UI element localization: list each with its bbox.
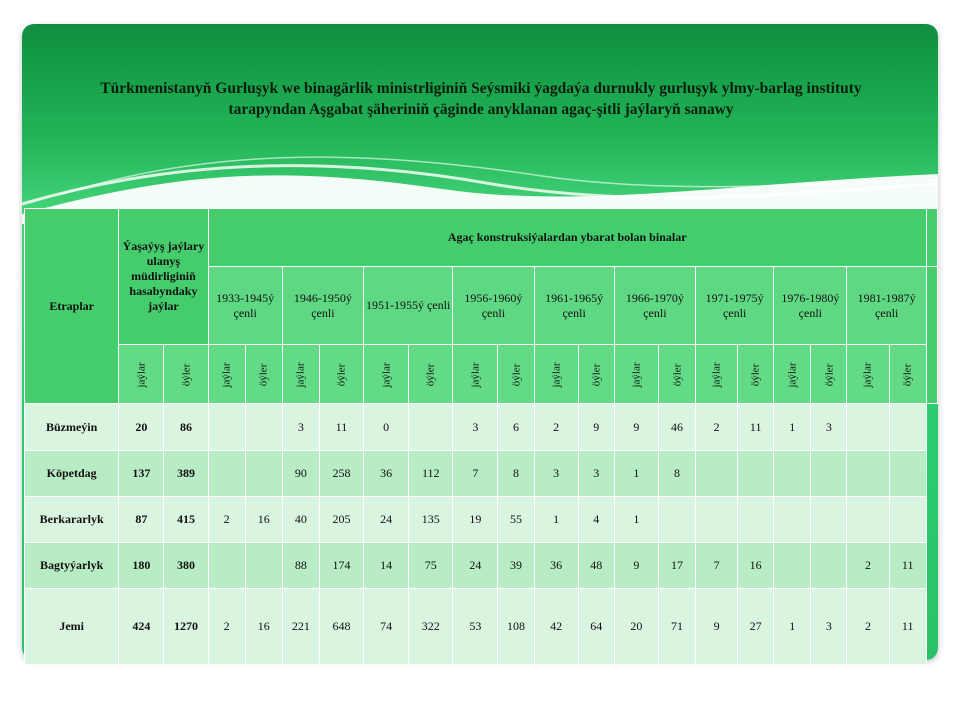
table-cell: 11	[889, 543, 926, 589]
table-cell	[738, 497, 774, 543]
table-cell: 24	[364, 497, 409, 543]
table-cell: 2	[696, 404, 738, 451]
table-cell: 8	[498, 451, 534, 497]
table-cell: 221	[282, 589, 319, 665]
table-cell: 2	[847, 543, 889, 589]
table-cell: 3	[811, 404, 847, 451]
table-cell	[658, 497, 695, 543]
table-cell: 389	[164, 451, 208, 497]
table-cell: 90	[282, 451, 319, 497]
table-cell: 380	[164, 543, 208, 589]
table-row	[25, 451, 938, 497]
table-cell: 17	[658, 543, 695, 589]
table-cell: 258	[319, 451, 363, 497]
table-cell: 86	[164, 404, 208, 451]
table-cell: 48	[578, 543, 614, 589]
table-row	[25, 404, 938, 451]
table-cell: 174	[319, 543, 363, 589]
table-cell	[245, 543, 282, 589]
header-etraplar: Etraplar	[25, 209, 119, 404]
table-cell	[889, 451, 926, 497]
table-cell	[889, 497, 926, 543]
table-row	[25, 543, 938, 589]
subheader-oyler: öýler	[498, 345, 534, 404]
table-cell: 36	[534, 543, 578, 589]
header-agac: Agaç konstruksiýalardan ybarat bolan binalar	[208, 209, 926, 267]
subheader-jaylar: jaýlar	[208, 345, 245, 404]
table-cell	[409, 404, 453, 451]
subheader-oyler: öýler	[811, 345, 847, 404]
table-cell: 64	[578, 589, 614, 665]
table-cell: 16	[245, 589, 282, 665]
table-cell	[774, 451, 811, 497]
table-cell: 9	[614, 543, 658, 589]
subheader-jaylar: jaýlar	[534, 345, 578, 404]
table-cell: 2	[534, 404, 578, 451]
table-cell: 1	[614, 451, 658, 497]
subheader-jaylar: jaýlar	[453, 345, 498, 404]
table-cell: 8	[658, 451, 695, 497]
row-label: Köpetdag	[25, 451, 119, 497]
page-title: Türkmenistanyň Gurluşyk we binagärlik ministrliginiň Seýsmiki ýagdaýa durnukly gurluşyk ylmy-barlag instituty tarapyndan Aşgabat şäheriniň çäginde anyklanan agaç-şitli jaýlaryň sanawy	[100, 80, 862, 118]
subheader-jaylar: jaýlar	[119, 345, 164, 404]
table-cell	[847, 451, 889, 497]
subheader-oyler: öýler	[245, 345, 282, 404]
table-cell: 424	[119, 589, 164, 665]
subheader-oyler: öýler	[578, 345, 614, 404]
table-cell: 322	[409, 589, 453, 665]
table-cell: 20	[614, 589, 658, 665]
table-cell: 19	[453, 497, 498, 543]
table-cell: 2	[208, 497, 245, 543]
table-cell: 20	[119, 404, 164, 451]
table-cell: 40	[282, 497, 319, 543]
subheader-jaylar: jaýlar	[364, 345, 409, 404]
table-cell: 87	[119, 497, 164, 543]
table-cell: 2	[208, 589, 245, 665]
table-cell: 180	[119, 543, 164, 589]
table-cell: 42	[534, 589, 578, 665]
table-cell	[811, 497, 847, 543]
table-cell: 16	[738, 543, 774, 589]
subheader-oyler: öýler	[738, 345, 774, 404]
table-cell	[847, 404, 889, 451]
table-cell	[811, 451, 847, 497]
subheader-oyler: öýler	[889, 345, 926, 404]
table-cell: 3	[578, 451, 614, 497]
row-label: Büzmeýin	[25, 404, 119, 451]
table-cell	[208, 404, 245, 451]
table-cell: 39	[498, 543, 534, 589]
table-cell: 4	[578, 497, 614, 543]
table-cell: 46	[658, 404, 695, 451]
table-cell	[774, 543, 811, 589]
table-cell: 71	[658, 589, 695, 665]
subheader-jaylar: jaýlar	[696, 345, 738, 404]
table-cell: 88	[282, 543, 319, 589]
table-cell: 27	[738, 589, 774, 665]
table-cell: 648	[319, 589, 363, 665]
table-cell: 53	[453, 589, 498, 665]
table-cell: 11	[738, 404, 774, 451]
table-edge	[926, 267, 937, 404]
table-cell: 1	[614, 497, 658, 543]
table-cell: 3	[534, 451, 578, 497]
table-cell: 2	[847, 589, 889, 665]
table-cell: 205	[319, 497, 363, 543]
subheader-oyler: öýler	[658, 345, 695, 404]
row-label: Jemi	[25, 589, 119, 665]
header-edge	[926, 209, 937, 267]
period-header: 1966-1970ý çenli	[614, 267, 695, 345]
subheader-oyler: öýler	[164, 345, 208, 404]
table-cell	[811, 543, 847, 589]
subheader-jaylar: jaýlar	[282, 345, 319, 404]
table-cell	[696, 497, 738, 543]
row-label: Bagtyýarlyk	[25, 543, 119, 589]
table-cell: 137	[119, 451, 164, 497]
table-cell: 9	[696, 589, 738, 665]
table-cell: 75	[409, 543, 453, 589]
table-cell: 3	[453, 404, 498, 451]
table-cell	[208, 543, 245, 589]
table-cell: 3	[282, 404, 319, 451]
table-cell: 0	[364, 404, 409, 451]
subheader-jaylar: jaýlar	[847, 345, 889, 404]
table-cell: 6	[498, 404, 534, 451]
table-cell: 1	[774, 404, 811, 451]
table-cell: 1	[534, 497, 578, 543]
period-header: 1976-1980ý çenli	[774, 267, 847, 345]
subheader-jaylar: jaýlar	[614, 345, 658, 404]
table-cell	[738, 451, 774, 497]
table-row	[25, 589, 938, 665]
table-cell: 7	[453, 451, 498, 497]
table-cell: 112	[409, 451, 453, 497]
subheader-jaylar: jaýlar	[774, 345, 811, 404]
table-row	[25, 497, 938, 543]
table-cell	[847, 497, 889, 543]
table-cell: 74	[364, 589, 409, 665]
table-cell: 1270	[164, 589, 208, 665]
table-cell: 415	[164, 497, 208, 543]
subheader-oyler: öýler	[319, 345, 363, 404]
table-cell: 9	[578, 404, 614, 451]
period-header: 1956-1960ý çenli	[453, 267, 534, 345]
period-header: 1951-1955ý çenli	[364, 267, 453, 345]
period-header: 1961-1965ý çenli	[534, 267, 614, 345]
table-cell: 135	[409, 497, 453, 543]
table-cell: 16	[245, 497, 282, 543]
table-cell: 9	[614, 404, 658, 451]
table-cell: 11	[319, 404, 363, 451]
row-label: Berkararlyk	[25, 497, 119, 543]
period-header: 1946-1950ý çenli	[282, 267, 363, 345]
wave-decoration	[22, 24, 938, 224]
header-yasayys: Ýaşaýyş jaýlary ulanyş müdirliginiň hasabyndaky jaýlar	[119, 209, 208, 345]
period-header: 1933-1945ý çenli	[208, 267, 282, 345]
table-cell: 3	[811, 589, 847, 665]
table-cell: 11	[889, 589, 926, 665]
table-cell	[208, 451, 245, 497]
table-cell	[245, 451, 282, 497]
table-cell: 55	[498, 497, 534, 543]
table-cell	[889, 404, 926, 451]
period-header: 1971-1975ý çenli	[696, 267, 774, 345]
subheader-oyler: öýler	[409, 345, 453, 404]
table-cell: 108	[498, 589, 534, 665]
table-cell: 24	[453, 543, 498, 589]
table-cell	[245, 404, 282, 451]
table-cell	[696, 451, 738, 497]
period-header: 1981-1987ý çenli	[847, 267, 926, 345]
table-cell: 14	[364, 543, 409, 589]
data-table	[24, 208, 938, 665]
table-cell: 7	[696, 543, 738, 589]
table-cell: 1	[774, 589, 811, 665]
table-cell	[774, 497, 811, 543]
table-cell: 36	[364, 451, 409, 497]
